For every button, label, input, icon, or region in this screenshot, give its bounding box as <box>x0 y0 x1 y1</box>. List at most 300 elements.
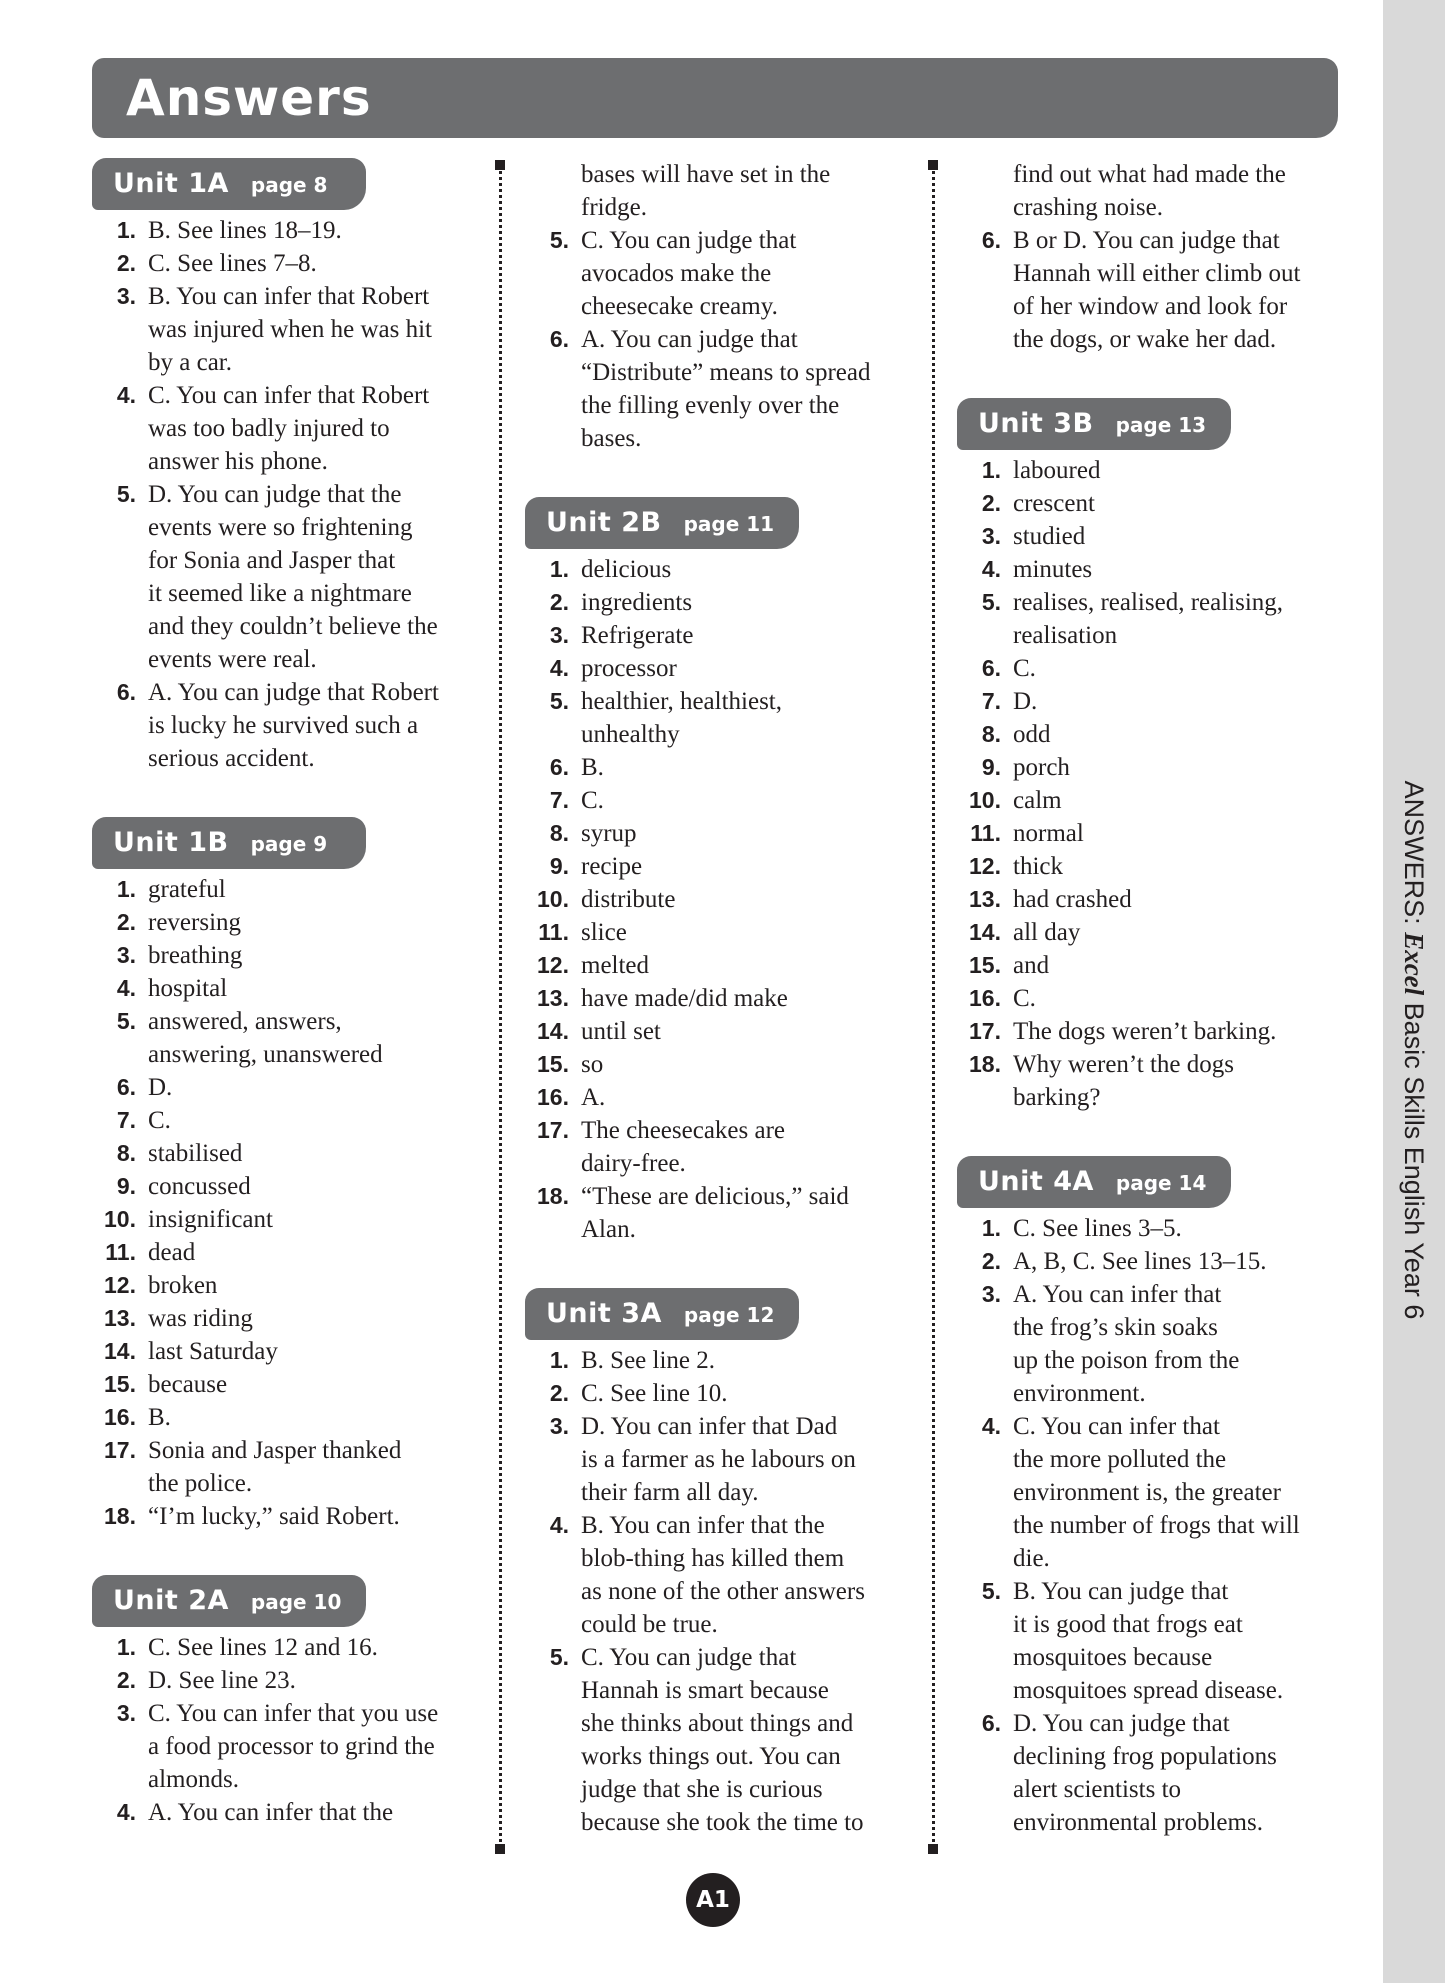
answer-list <box>957 224 1337 356</box>
answer-number: 9. <box>549 853 569 879</box>
answer-text-line: recipe <box>581 853 643 880</box>
answer-list <box>957 454 1337 1114</box>
answer-item <box>92 676 472 775</box>
answer-text-line: D. You can judge that <box>1013 1710 1230 1737</box>
answer-number: 5. <box>116 1008 136 1034</box>
answer-number: 6. <box>116 1074 136 1100</box>
answer-number: 17. <box>104 1437 136 1463</box>
answer-item <box>957 982 1337 1015</box>
answer-number: 16. <box>104 1404 136 1430</box>
answer-text-line: C. You can judge that <box>581 227 797 254</box>
answer-item <box>957 454 1337 487</box>
answer-text-line: The cheesecakes are <box>581 1117 786 1144</box>
answer-text-line: A, B, C. See lines 13–15. <box>1013 1248 1267 1275</box>
answer-item <box>92 1335 472 1368</box>
answer-text-line: The dogs weren’t barking. <box>1013 1018 1277 1045</box>
answer-item <box>525 982 905 1015</box>
answer-text-line: B. <box>581 754 604 781</box>
answer-item <box>525 1015 905 1048</box>
answer-text-line: answering, unanswered <box>148 1041 383 1068</box>
unit-title: Unit 4A <box>978 1166 1094 1197</box>
answer-item <box>957 1048 1337 1114</box>
answer-item <box>957 487 1337 520</box>
answer-text-line: stabilised <box>148 1140 243 1167</box>
answer-text-line: Hannah is smart because <box>581 1677 829 1704</box>
unit-page-ref: page 12 <box>683 1303 775 1327</box>
answer-text-line: the filling evenly over the <box>581 392 840 419</box>
answer-text-line: because she took the time to <box>581 1809 864 1836</box>
answer-text-line: B. You can judge that <box>1013 1578 1229 1605</box>
answer-text-line: D. You can judge that the <box>148 481 402 508</box>
answer-text-line: C. You can infer that you use <box>148 1700 439 1727</box>
answer-text-line: D. You can infer that Dad <box>581 1413 838 1440</box>
answer-section <box>957 1156 1337 1839</box>
answer-item <box>957 1015 1337 1048</box>
answer-item <box>957 751 1337 784</box>
unit-page-ref: page 11 <box>683 512 775 536</box>
answer-text-line: was injured when he was hit <box>148 316 432 343</box>
answer-item <box>957 1707 1337 1839</box>
answer-text-line: had crashed <box>1013 886 1132 913</box>
answer-text-line: avocados make the <box>581 260 772 287</box>
answer-text-line: breathing <box>148 942 243 969</box>
answer-item <box>92 478 472 676</box>
answer-number: 10. <box>969 787 1001 813</box>
answer-number: 6. <box>116 679 136 705</box>
answer-number: 2. <box>981 490 1001 516</box>
continued-answer-line: find out what had made the <box>1013 161 1286 188</box>
answer-number: 14. <box>104 1338 136 1364</box>
answer-item <box>525 1081 905 1114</box>
answer-text-line: the more polluted the <box>1013 1446 1227 1473</box>
answer-text-line: delicious <box>581 556 672 583</box>
answer-text-line: A. You can infer that <box>1013 1281 1222 1308</box>
answer-number: 1. <box>981 1215 1001 1241</box>
answer-text-line: declining frog populations <box>1013 1743 1277 1770</box>
answer-text-line: Hannah will either climb out <box>1013 260 1301 287</box>
answer-text-line: cheesecake creamy. <box>581 293 778 320</box>
answer-text-line: a food processor to grind the <box>148 1733 435 1760</box>
answer-text-line: have made/did make <box>581 985 788 1012</box>
answer-text-line: up the poison from the <box>1013 1347 1240 1374</box>
answer-item <box>92 1368 472 1401</box>
answer-item <box>957 652 1337 685</box>
answer-section <box>957 224 1337 356</box>
answer-item <box>525 784 905 817</box>
answer-text-line: A. You can judge that Robert <box>148 679 439 706</box>
answer-text-line: events were so frightening <box>148 514 413 541</box>
answer-number: 5. <box>549 227 569 253</box>
answer-number: 11. <box>970 820 1001 846</box>
answer-text-line: it is good that frogs eat <box>1013 1611 1243 1638</box>
unit-header <box>92 1575 366 1627</box>
answer-text-line: hospital <box>148 975 228 1002</box>
answer-text-line: dead <box>148 1239 196 1266</box>
answer-list <box>525 224 905 455</box>
answer-item <box>92 1203 472 1236</box>
answer-section <box>92 1575 472 1829</box>
answer-number: 5. <box>981 1578 1001 1604</box>
answer-number: 6. <box>549 754 569 780</box>
answer-text-line: was too badly injured to <box>148 415 390 442</box>
answer-text-line: B or D. You can judge that <box>1013 227 1280 254</box>
answer-text-line: judge that she is curious <box>581 1776 823 1803</box>
answer-text-line: by a car. <box>148 349 232 376</box>
answer-text-line: until set <box>581 1018 661 1045</box>
unit-title: Unit 3A <box>546 1298 662 1329</box>
unit-header <box>525 1288 799 1340</box>
answer-text-line: “These are delicious,” said <box>581 1183 849 1210</box>
answer-text-line: almonds. <box>148 1766 239 1793</box>
answer-text-line: C. You can infer that Robert <box>148 382 430 409</box>
answer-text-line: B. See line 2. <box>581 1347 716 1374</box>
answer-item <box>525 619 905 652</box>
answer-number: 5. <box>981 589 1001 615</box>
answer-item <box>92 972 472 1005</box>
answer-number: 4. <box>981 1413 1001 1439</box>
answer-item <box>525 1410 905 1509</box>
side-title-rest: Basic Skills English Year 6 <box>1399 995 1429 1320</box>
answer-item <box>957 817 1337 850</box>
answer-number: 18. <box>104 1503 136 1529</box>
answer-text-line: die. <box>1013 1545 1050 1572</box>
answer-text-line: Alan. <box>581 1216 636 1243</box>
answer-text-line: reversing <box>148 909 242 936</box>
answer-item <box>525 1114 905 1180</box>
answer-text-line: D. See line 23. <box>148 1667 296 1694</box>
answer-text-line: “Distribute” means to spread <box>581 359 871 386</box>
answer-item <box>525 1344 905 1377</box>
answer-number: 8. <box>116 1140 136 1166</box>
answer-item <box>92 1071 472 1104</box>
answer-text-line: porch <box>1013 754 1070 781</box>
answer-number: 2. <box>549 1380 569 1406</box>
answer-text-line: “I’m lucky,” said Robert. <box>148 1503 400 1530</box>
answer-text-line: answer his phone. <box>148 448 328 475</box>
unit-header <box>957 1156 1231 1208</box>
answer-number: 17. <box>537 1117 569 1143</box>
unit-page-ref: page 10 <box>250 1590 342 1614</box>
answer-text-line: of her window and look for <box>1013 293 1288 320</box>
answer-text-line: D. <box>1013 688 1038 715</box>
answer-text-line: C. <box>148 1107 171 1134</box>
answer-item <box>957 685 1337 718</box>
answer-text-line: concussed <box>148 1173 251 1200</box>
answer-number: 6. <box>549 326 569 352</box>
answer-text-line: C. See lines 3–5. <box>1013 1215 1182 1242</box>
answer-item <box>92 1302 472 1335</box>
answer-item <box>957 586 1337 652</box>
answer-text-line: Why weren’t the dogs <box>1013 1051 1235 1078</box>
answer-text-line: serious accident. <box>148 745 315 772</box>
answer-text-line: mosquitoes because <box>1013 1644 1213 1671</box>
answer-item <box>92 1005 472 1071</box>
answer-text-line: ingredients <box>581 589 693 616</box>
answer-text-line: Refrigerate <box>581 622 694 649</box>
answer-item <box>525 685 905 751</box>
answer-number: 2. <box>116 1667 136 1693</box>
answer-number: 3. <box>549 1413 569 1439</box>
answer-text-line: barking? <box>1013 1084 1101 1111</box>
answer-number: 11. <box>105 1239 136 1265</box>
answer-number: 15. <box>537 1051 569 1077</box>
answer-text-line: B. See lines 18–19. <box>148 217 342 244</box>
answer-number: 5. <box>549 1644 569 1670</box>
answer-text-line: distribute <box>581 886 676 913</box>
answer-text-line: thick <box>1013 853 1063 880</box>
answer-number: 14. <box>969 919 1001 945</box>
answer-column-2 <box>525 158 905 1881</box>
unit-title: Unit 2B <box>546 507 662 538</box>
unit-title: Unit 2A <box>113 1585 229 1616</box>
answer-section <box>957 398 1337 1114</box>
answer-text-line: and <box>1013 952 1050 979</box>
answer-number: 16. <box>537 1084 569 1110</box>
answer-text-line: their farm all day. <box>581 1479 759 1506</box>
answer-text-line: realisation <box>1013 622 1118 649</box>
answer-list <box>957 1212 1337 1839</box>
answer-text-line: A. <box>581 1084 606 1111</box>
answer-item <box>525 850 905 883</box>
answer-number: 1. <box>116 876 136 902</box>
side-title-brand: Excel <box>1399 932 1429 996</box>
answer-item <box>957 784 1337 817</box>
answer-item <box>525 652 905 685</box>
answer-number: 2. <box>981 1248 1001 1274</box>
unit-page-ref: page 14 <box>1115 1171 1207 1195</box>
answer-text-line: environment is, the greater <box>1013 1479 1281 1506</box>
answer-item <box>957 1212 1337 1245</box>
answer-section <box>92 817 472 1533</box>
answer-text-line: healthier, healthiest, <box>581 688 783 715</box>
answer-item <box>525 751 905 784</box>
answer-number: 12. <box>537 952 569 978</box>
answer-item <box>957 1245 1337 1278</box>
answer-number: 6. <box>981 227 1001 253</box>
answer-number: 3. <box>549 622 569 648</box>
answer-number: 16. <box>969 985 1001 1011</box>
continued-answer-line: crashing noise. <box>1013 194 1163 221</box>
page-title: Answers <box>126 69 372 127</box>
answer-item <box>92 1269 472 1302</box>
answer-item <box>525 949 905 982</box>
answer-number: 11. <box>538 919 569 945</box>
answer-number: 3. <box>981 1281 1001 1307</box>
unit-page-ref: page 8 <box>250 173 328 197</box>
answer-text-line: was riding <box>148 1305 253 1332</box>
answer-text-line: A. You can judge that <box>581 326 798 353</box>
answer-item <box>92 1137 472 1170</box>
answer-item <box>92 1500 472 1533</box>
answer-text-line: and they couldn’t believe the <box>148 613 438 640</box>
answer-item <box>92 1796 472 1829</box>
unit-title: Unit 1B <box>113 827 229 858</box>
answer-number: 5. <box>116 481 136 507</box>
answer-item <box>957 916 1337 949</box>
answer-text-line: broken <box>148 1272 218 1299</box>
unit-header <box>92 817 366 869</box>
answer-item <box>525 1180 905 1246</box>
answer-item <box>957 949 1337 982</box>
answer-item <box>957 1410 1337 1575</box>
answer-text-line: C. <box>1013 655 1036 682</box>
answer-column-3 <box>957 158 1337 1881</box>
answer-number: 6. <box>981 1710 1001 1736</box>
answer-number: 3. <box>981 523 1001 549</box>
answer-number: 18. <box>537 1183 569 1209</box>
unit-header <box>525 497 799 549</box>
answer-number: 1. <box>549 556 569 582</box>
answer-item <box>525 224 905 323</box>
answer-text-line: the frog’s skin soaks <box>1013 1314 1218 1341</box>
answer-text-line: laboured <box>1013 457 1101 484</box>
answer-text-line: minutes <box>1013 556 1093 583</box>
answer-text-line: could be true. <box>581 1611 718 1638</box>
answer-item <box>92 1401 472 1434</box>
answer-item <box>92 906 472 939</box>
answer-text-line: studied <box>1013 523 1086 550</box>
answer-text-line: odd <box>1013 721 1051 748</box>
answer-text-line: crescent <box>1013 490 1095 517</box>
answer-text-line: all day <box>1013 919 1081 946</box>
answer-item <box>957 883 1337 916</box>
answer-number: 10. <box>104 1206 136 1232</box>
answer-text-line: Sonia and Jasper thanked <box>148 1437 402 1464</box>
answer-text-line: normal <box>1013 820 1084 847</box>
answer-section <box>525 1288 905 1839</box>
answer-text-line: so <box>581 1051 604 1078</box>
answer-item <box>525 1641 905 1839</box>
answer-number: 5. <box>549 688 569 714</box>
answer-number: 4. <box>116 1799 136 1825</box>
side-title-prefix: ANSWERS: <box>1399 780 1429 933</box>
answer-number: 15. <box>104 1371 136 1397</box>
answer-text-line: environment. <box>1013 1380 1146 1407</box>
answer-text-line: calm <box>1013 787 1062 814</box>
answer-text-line: C. See lines 12 and 16. <box>148 1634 378 1661</box>
answer-text-line: C. You can judge that <box>581 1644 797 1671</box>
answer-number: 4. <box>549 1512 569 1538</box>
answer-item <box>92 214 472 247</box>
unit-title: Unit 1A <box>113 168 229 199</box>
continued-answer-line: bases will have set in the <box>581 161 831 188</box>
answer-item <box>92 247 472 280</box>
answer-number: 7. <box>549 787 569 813</box>
answer-number: 4. <box>116 975 136 1001</box>
answer-text-line: processor <box>581 655 677 682</box>
unit-header <box>92 158 366 210</box>
answer-number: 8. <box>981 721 1001 747</box>
answer-text-line: environmental problems. <box>1013 1809 1263 1836</box>
answer-number: 10. <box>537 886 569 912</box>
answer-list <box>525 553 905 1246</box>
answer-list <box>92 1631 472 1829</box>
answer-text-line: answered, answers, <box>148 1008 342 1035</box>
answer-text-line: events were real. <box>148 646 317 673</box>
answer-item <box>957 718 1337 751</box>
answer-number: 18. <box>969 1051 1001 1077</box>
answer-column-1 <box>92 158 472 1871</box>
answer-number: 1. <box>549 1347 569 1373</box>
answer-text-line: it seemed like a nightmare <box>148 580 412 607</box>
answer-list <box>92 873 472 1533</box>
answer-text-line: blob-thing has killed them <box>581 1545 845 1572</box>
answer-item <box>525 586 905 619</box>
answer-item <box>92 1631 472 1664</box>
answer-text-line: the number of frogs that will <box>1013 1512 1300 1539</box>
answer-section <box>92 158 472 775</box>
answer-item <box>957 520 1337 553</box>
answer-item <box>957 553 1337 586</box>
answer-text-line: syrup <box>581 820 637 847</box>
answer-text-line: for Sonia and Jasper that <box>148 547 396 574</box>
answer-item <box>525 817 905 850</box>
answer-text-line: C. <box>1013 985 1036 1012</box>
answer-item <box>92 1434 472 1500</box>
answer-text-line: as none of the other answers <box>581 1578 865 1605</box>
unit-page-ref: page 13 <box>1115 413 1207 437</box>
unit-page-ref: page 9 <box>250 832 328 856</box>
title-bar <box>92 58 1338 138</box>
answer-item <box>92 280 472 379</box>
answer-item <box>525 1509 905 1641</box>
answer-text-line: C. <box>581 787 604 814</box>
answer-text-line: C. See lines 7–8. <box>148 250 317 277</box>
answer-text-line: B. <box>148 1404 171 1431</box>
answer-text-line: D. <box>148 1074 173 1101</box>
answer-text-line: last Saturday <box>148 1338 278 1365</box>
answer-number: 1. <box>116 1634 136 1660</box>
answer-number: 3. <box>116 283 136 309</box>
answer-text-line: dairy-free. <box>581 1150 686 1177</box>
answer-number: 12. <box>104 1272 136 1298</box>
answer-item <box>525 323 905 455</box>
column-divider <box>499 166 502 1848</box>
answer-number: 8. <box>549 820 569 846</box>
answer-text-line: realises, realised, realising, <box>1013 589 1284 616</box>
answer-item <box>957 1575 1337 1707</box>
answer-item <box>957 1278 1337 1410</box>
answer-text-line: grateful <box>148 876 226 903</box>
answer-number: 1. <box>116 217 136 243</box>
answer-text-line: insignificant <box>148 1206 273 1233</box>
answer-item <box>525 553 905 586</box>
answer-item <box>92 1664 472 1697</box>
unit-header <box>957 398 1231 450</box>
answer-number: 13. <box>969 886 1001 912</box>
answer-text-line: unhealthy <box>581 721 680 748</box>
answer-number: 7. <box>116 1107 136 1133</box>
answer-number: 2. <box>549 589 569 615</box>
answer-section <box>525 224 905 455</box>
answer-section <box>525 497 905 1246</box>
answer-item <box>92 1697 472 1796</box>
answer-list <box>92 214 472 775</box>
answer-number: 4. <box>549 655 569 681</box>
answer-text-line: bases. <box>581 425 642 452</box>
answer-number: 9. <box>981 754 1001 780</box>
answer-item <box>525 883 905 916</box>
answer-text-line: C. See line 10. <box>581 1380 728 1407</box>
answer-item <box>957 224 1337 356</box>
answer-text-line: A. You can infer that the <box>148 1799 394 1826</box>
continued-answer-line: fridge. <box>581 194 647 221</box>
answer-number: 4. <box>116 382 136 408</box>
answer-text-line: B. You can infer that Robert <box>148 283 430 310</box>
answer-item <box>92 1170 472 1203</box>
answer-number: 4. <box>981 556 1001 582</box>
page-number-badge: A1 <box>686 1873 740 1927</box>
